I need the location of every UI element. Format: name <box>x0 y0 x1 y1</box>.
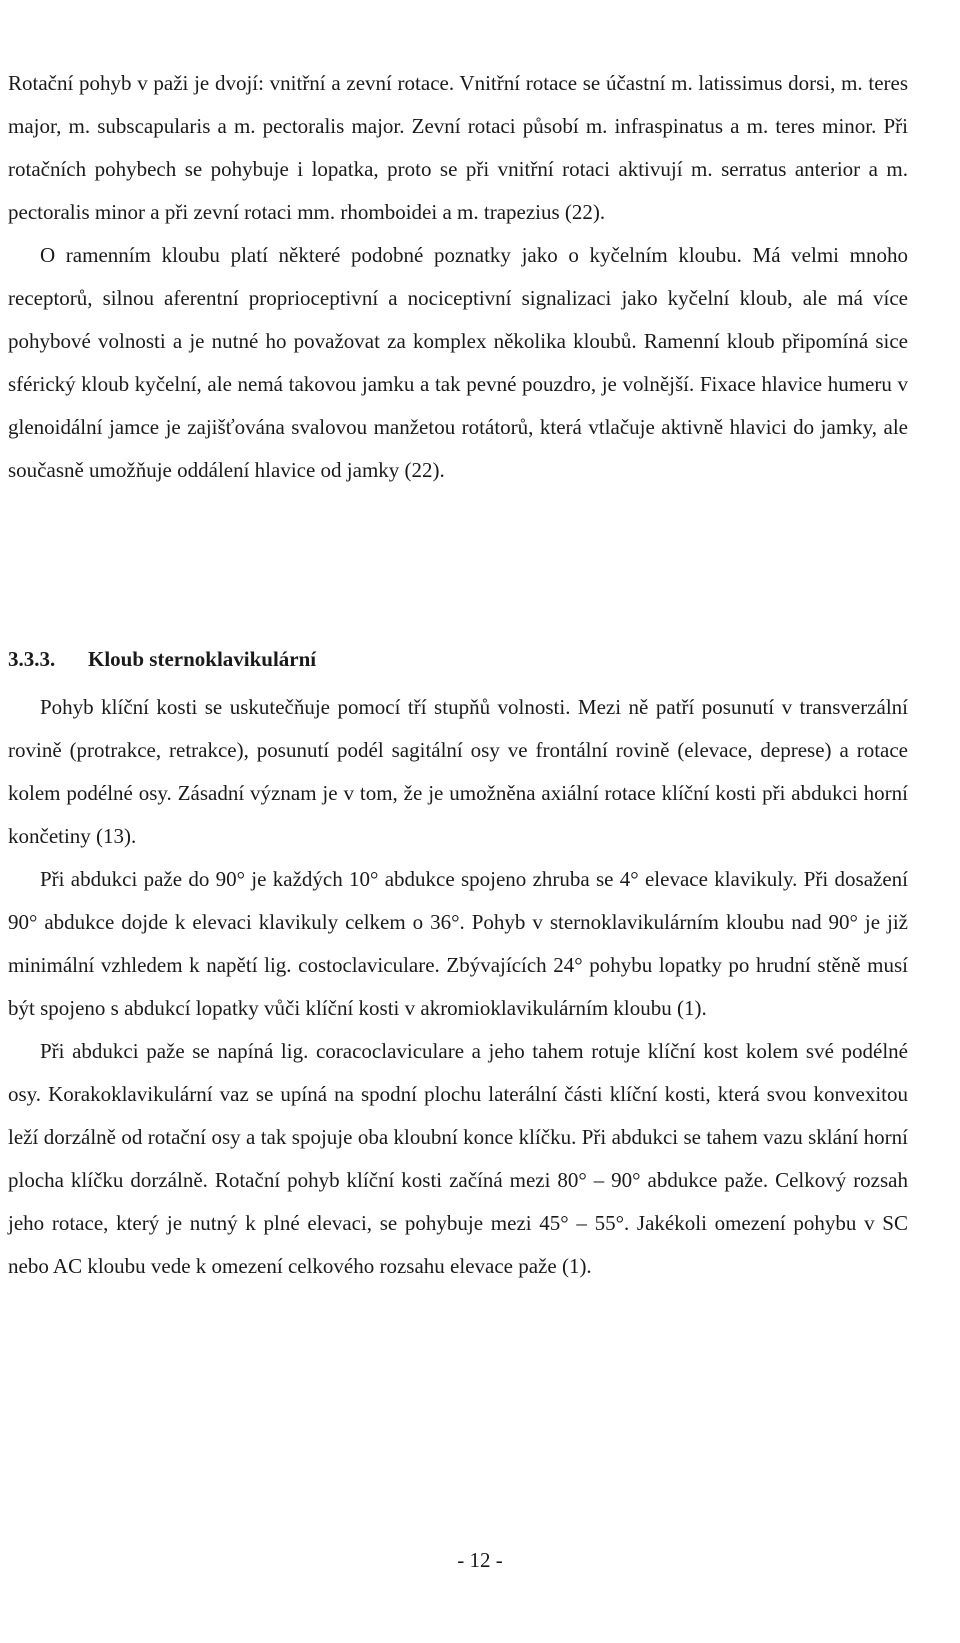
paragraph-clavicle-motion: Pohyb klíční kosti se uskutečňuje pomocí tří stupňů volnosti. Mezi ně patří posunutí v transverzální rovině (protrakce, retrakce), posunutí podél sagitální osy ve frontální rovině (elevace, deprese) a rotace kolem podélné osy. Zásadní význam je v tom, že je umožněna axiální rotace klíční kosti při abdukci horní končetiny (13). <box>8 695 908 848</box>
body-text-top <box>8 62 908 492</box>
body-text-section <box>8 686 908 1288</box>
paragraph-shoulder-joint: O ramenním kloubu platí některé podobné poznatky jako o kyčelním kloubu. Má velmi mnoho receptorů, silnou aferentní proprioceptivní a nociceptivní signalizaci jako kyčelní kloub, ale má více pohybové volnosti a je nutné ho považovat za komplex několika kloubů. Ramenní kloub připomíná sice sférický kloub kyčelní, ale nemá takovou jamku a tak pevné pouzdro, je volnější. Fixace hlavice humeru v glenoidální jamce je zajišťována svalovou manžetou rotátorů, která vtlačuje aktivně hlavici do jamky, ale současně umožňuje oddálení hlavice od jamky (22). <box>8 243 908 482</box>
page-number: - 12 - <box>457 1548 503 1572</box>
section-heading <box>8 644 908 674</box>
paragraph-abduction-elevation: Při abdukci paže do 90° je každých 10° abdukce spojeno zhruba se 4° elevace klavikuly. Při dosažení 90° abdukce dojde k elevaci klavikuly celkem o 36°. Pohyb v sternoklavikulárním kloubu nad 90° je již minimální vzhledem k napětí lig. costoclaviculare. Zbývajících 24° pohybu lopatky po hrudní stěně musí být spojeno s abdukcí lopatky vůči klíční kosti v akromioklavikulárním kloubu (1). <box>8 867 908 1020</box>
section-title: Kloub sternoklavikulární <box>88 647 317 671</box>
paragraph-clavicle-rotation: Při abdukci paže se napíná lig. coracoclaviculare a jeho tahem rotuje klíční kost kolem své podélné osy. Korakoklavikulární vaz se upíná na spodní plochu laterální části klíční kosti, která svou konvexitou leží dorzálně od rotační osy a tak spojuje oba kloubní konce klíčku. Při abdukci se tahem vazu sklání horní plocha klíčku dorzálně. Rotační pohyb klíční kosti začíná mezi 80° – 90° abdukce paže. Celkový rozsah jeho rotace, který je nutný k plné elevaci, se pohybuje mezi 45° – 55°. Jakékoli omezení pohybu v SC nebo AC kloubu vede k omezení celkového rozsahu elevace paže (1). <box>8 1039 908 1278</box>
section-number: 3.3.3. <box>8 647 56 671</box>
paragraph-rotation: Rotační pohyb v paži je dvojí: vnitřní a zevní rotace. Vnitřní rotace se účastní m. latissimus dorsi, m. teres major, m. subscapularis a m. pectoralis major. Zevní rotaci působí m. infraspinatus a m. teres minor. Při rotačních pohybech se pohybuje i lopatka, proto se při vnitřní rotaci aktivují m. serratus anterior a m. pectoralis minor a při zevní rotaci mm. rhomboidei a m. trapezius (22). <box>8 71 908 224</box>
